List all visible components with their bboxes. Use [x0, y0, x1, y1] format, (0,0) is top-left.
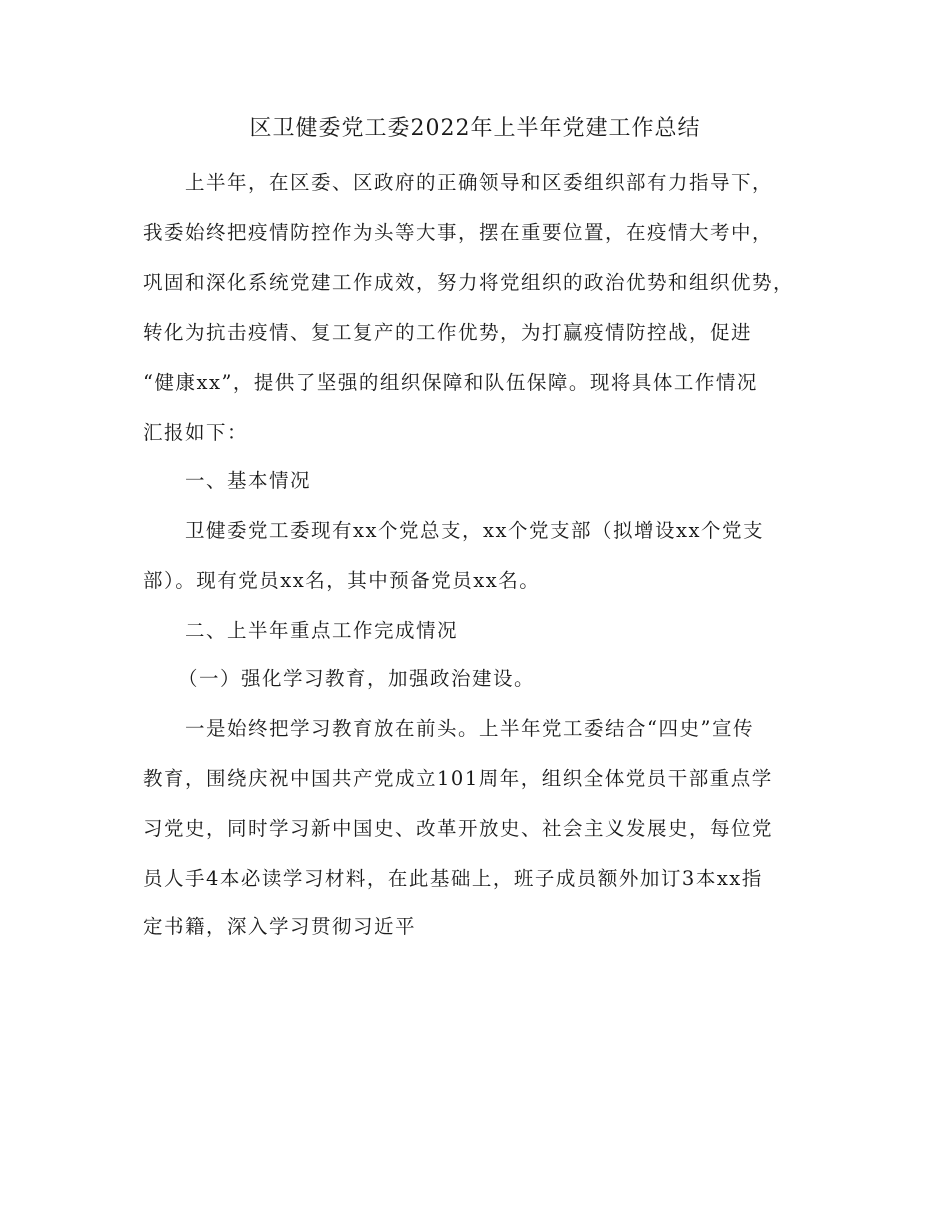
paragraph-line: 部）。现有党员xx名，其中预备党员xx名。: [143, 569, 541, 592]
paragraph-line: 习党史，同时学习新中国史、改革开放史、社会主义发展史，每位党: [143, 817, 774, 840]
paragraph-line: 卫健委党工委现有xx个党总支，xx个党支部（拟增设xx个党支: [185, 519, 764, 542]
paragraph-line: 定书籍，深入学习贯彻习近平: [143, 915, 417, 938]
paragraph-line: 上半年，在区委、区政府的正确领导和区委组织部有力指导下，: [185, 171, 774, 194]
document-title: 区卫健委党工委2022年上半年党建工作总结: [249, 116, 701, 141]
paragraph-line: 转化为抗击疫情、复工复产的工作优势，为打赢疫情防控战，促进: [143, 321, 753, 344]
paragraph-line: 教育，围绕庆祝中国共产党成立101周年，组织全体党员干部重点学: [143, 767, 773, 790]
subsection-heading: （一）强化学习教育，加强政治建设。: [178, 667, 536, 690]
paragraph-line: 巩固和深化系统党建工作成效，努力将党组织的政治优势和组织优势，: [143, 271, 795, 294]
paragraph-line: 我委始终把疫情防控作为头等大事，摆在重要位置，在疫情大考中，: [143, 221, 774, 244]
section-heading: 二、上半年重点工作完成情况: [185, 619, 459, 642]
paragraph-line: “健康xx”，提供了坚强的组织保障和队伍保障。现将具体工作情况: [143, 371, 758, 394]
paragraph-line: 一是始终把学习教育放在前头。上半年党工委结合“四史”宣传: [185, 717, 754, 740]
paragraph-line: 汇报如下：: [143, 421, 249, 444]
section-heading: 一、基本情况: [185, 469, 312, 492]
paragraph-line: 员人手4本必读学习材料，在此基础上，班子成员额外加订3本xx指: [143, 867, 763, 890]
